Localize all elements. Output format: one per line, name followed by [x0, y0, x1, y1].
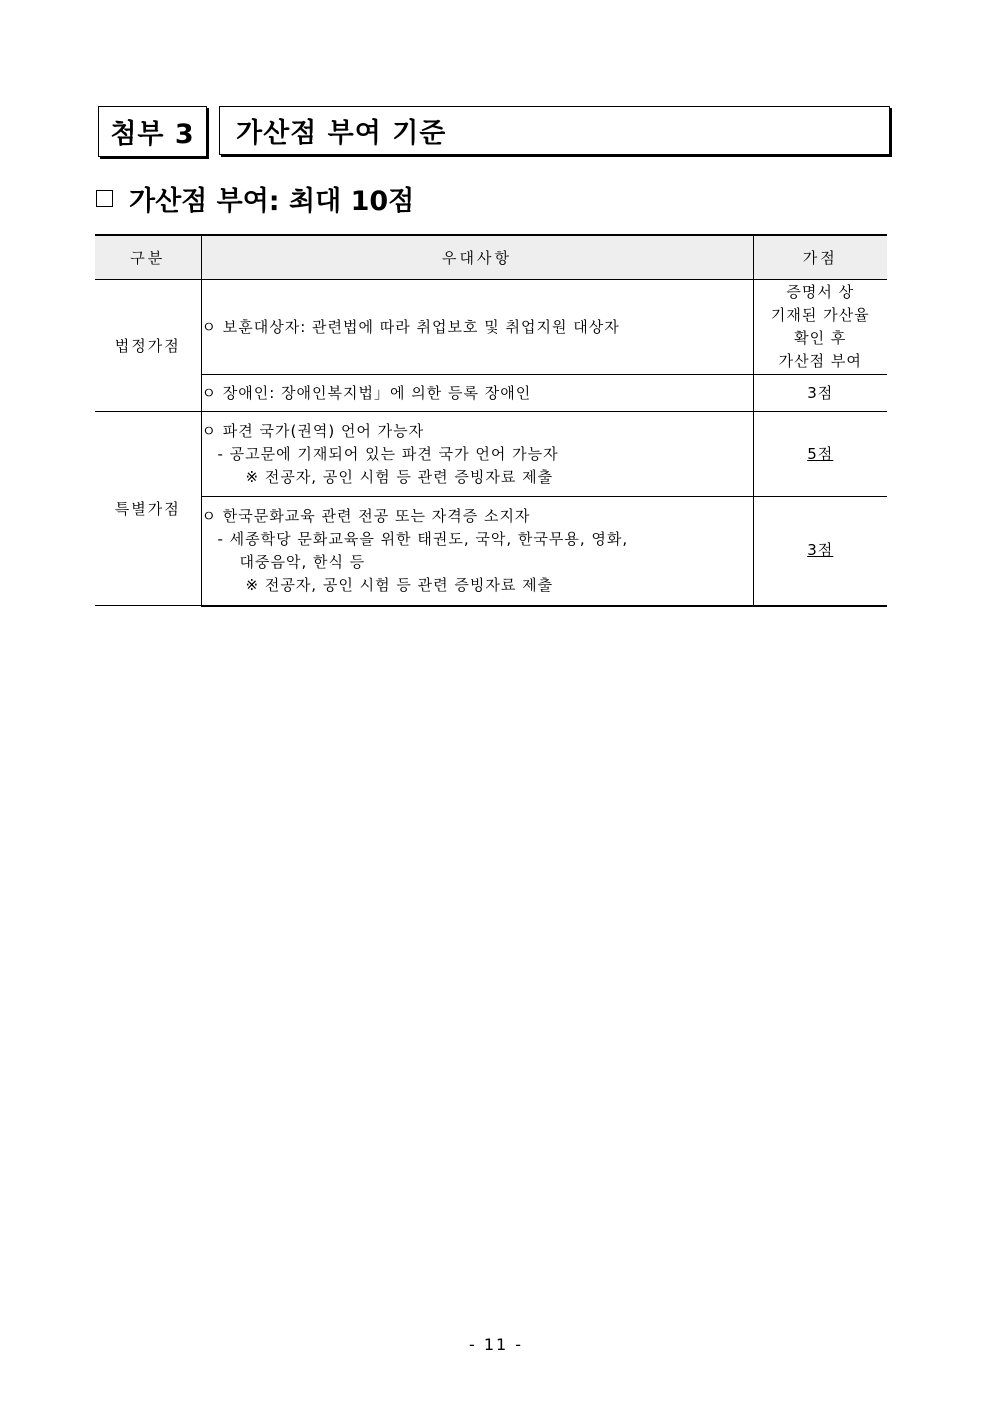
preference-line: ㅇ 파견 국가(권역) 언어 가능자 — [201, 421, 425, 440]
table-row — [95, 497, 887, 606]
column-header-category: 구분 — [95, 235, 201, 280]
points-cell — [753, 497, 887, 606]
attachment-tag: 첨부 3 — [98, 106, 207, 157]
points-line: 3점 — [807, 383, 834, 402]
section-heading-text: 가산점 부여: 최대 10점 — [129, 185, 415, 217]
points-line: 가산점 부여 — [778, 352, 862, 370]
table-header-row — [95, 235, 887, 280]
points-cell — [753, 280, 887, 375]
column-header-points: 가점 — [753, 235, 887, 280]
checkbox-square-icon — [96, 190, 113, 207]
preference-cell — [201, 412, 753, 497]
table-row — [95, 375, 887, 412]
preference-cell — [201, 280, 753, 375]
preference-subline: - 세종학당 문화교육을 위한 태권도, 국악, 한국무용, 영화, — [217, 529, 629, 548]
table-row — [95, 280, 887, 375]
preference-subline: - 공고문에 기재되어 있는 파견 국가 언어 가능자 — [217, 444, 559, 463]
preference-note: ※ 전공자, 공인 시험 등 관련 증빙자료 제출 — [245, 467, 554, 486]
bonus-points-table — [95, 234, 887, 607]
preference-line: ㅇ 한국문화교육 관련 전공 또는 자격증 소지자 — [201, 506, 531, 525]
document-title: 가산점 부여 기준 — [219, 106, 890, 155]
category-cell-legal: 법정가점 — [95, 280, 201, 412]
preference-note: ※ 전공자, 공인 시험 등 관련 증빙자료 제출 — [245, 575, 554, 594]
points-line: 기재된 가산율 — [770, 306, 870, 324]
table-row — [95, 412, 887, 497]
points-cell — [753, 412, 887, 497]
title-row — [98, 106, 894, 157]
preference-cell — [201, 375, 753, 412]
preference-subline-continued: 대중음악, 한식 등 — [239, 552, 366, 571]
preference-cell — [201, 497, 753, 606]
points-line: 3점 — [807, 541, 834, 560]
column-header-preference: 우대사항 — [201, 235, 753, 280]
points-cell — [753, 375, 887, 412]
section-heading — [96, 178, 414, 218]
page-number: - 11 - — [468, 1335, 524, 1354]
points-line: 확인 후 — [794, 329, 847, 347]
points-line: 증명서 상 — [786, 283, 855, 301]
preference-line: ㅇ 보훈대상자: 관련법에 따라 취업보호 및 취업지원 대상자 — [201, 317, 620, 336]
category-cell-special: 특별가점 — [95, 412, 201, 606]
preference-line: ㅇ 장애인: 장애인복지법」에 의한 등록 장애인 — [201, 383, 532, 402]
points-line: 5점 — [807, 444, 834, 463]
